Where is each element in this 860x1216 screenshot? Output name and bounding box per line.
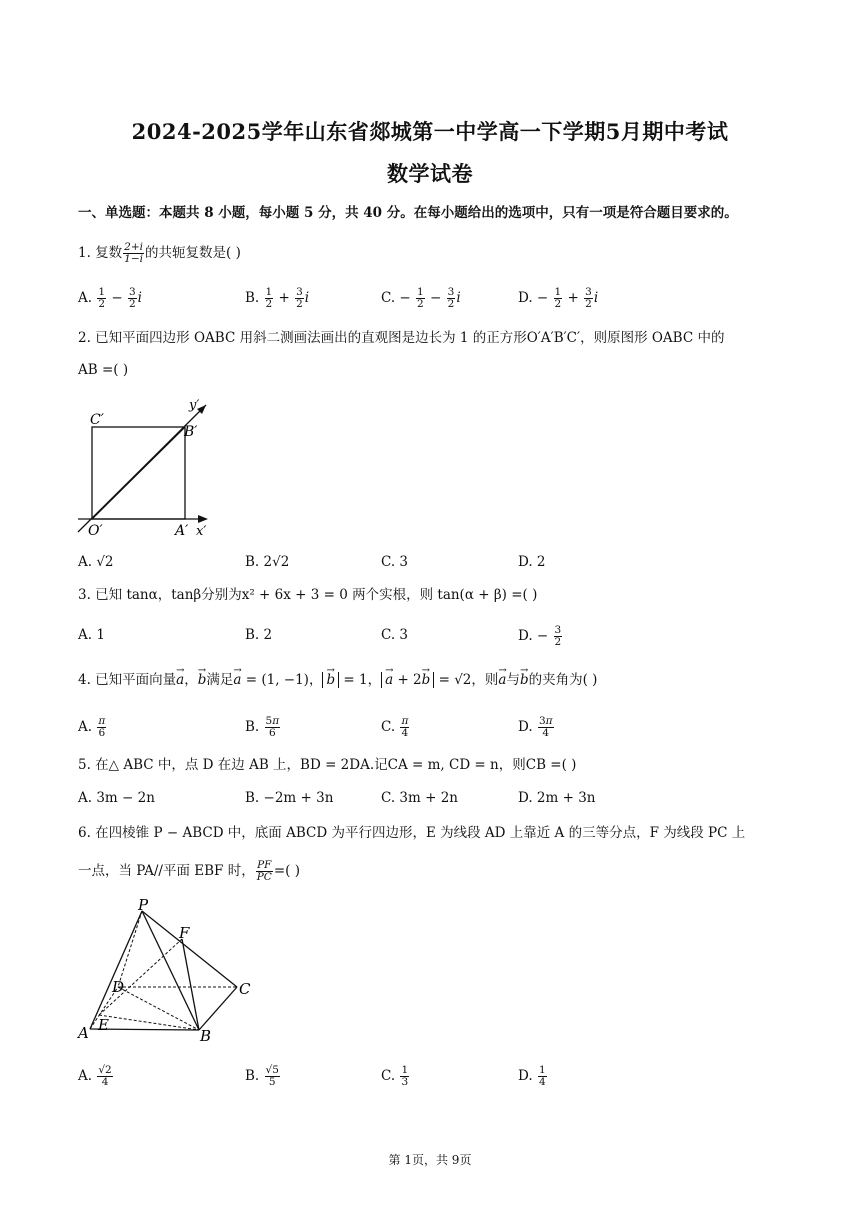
q4-option-c[interactable]: C. $\frac{\pi}{4}$ xyxy=(381,715,409,739)
question-6-line-1: 6. 在四棱锥 P − ABCD 中，底面 ABCD 为平行四边形，E 为线段 AD 上靠近 A 的三等分点，F 为线段 PC 上 xyxy=(78,825,746,841)
q5-option-c[interactable]: C. 3m + 2n xyxy=(381,790,458,806)
question-4: 4. 已知平面向量→ a，→ b满足→ a = (1, −1)，→ b = 1，→ a + 2→ b = √2，则→ a与→ b的夹角为( ) xyxy=(78,670,798,690)
q3-option-a[interactable]: A. 1 xyxy=(78,627,105,643)
page-title: 2024-2025学年山东省郯城第一中学高一下学期5月期中考试 xyxy=(131,119,729,144)
q3-option-c[interactable]: C. 3 xyxy=(381,627,409,643)
question-3: 3. 已知 tanα，tanβ分别为x² + 6x + 3 = 0 两个实根，则 tan(α + β) =( ) xyxy=(78,587,538,603)
q6-figure xyxy=(74,896,264,1048)
page-footer: 第 1页，共 9页 xyxy=(388,1153,472,1167)
q2-option-a[interactable]: A. √2 xyxy=(78,554,114,570)
q6-option-c[interactable]: C. $\frac{1}{3}$ xyxy=(381,1064,409,1088)
q5-option-d[interactable]: D. 2m + 3n xyxy=(518,790,596,806)
label-f: F xyxy=(179,924,190,942)
section-heading: 一、单选题：本题共 8 小题，每小题 5 分，共 40 分。在每小题给出的选项中，只有一项是符合题目要求的。 xyxy=(78,205,738,221)
q6-option-b[interactable]: B. $\frac{√5}{5}$ xyxy=(245,1064,279,1088)
label-b: B xyxy=(200,1027,212,1045)
q4-option-b[interactable]: B. $\frac{5\pi}{6}$ xyxy=(245,715,280,739)
label-c: C xyxy=(239,980,251,998)
label-c-prime: C′ xyxy=(90,412,104,428)
q1-option-c[interactable]: C. − $\frac{1}{2}$ − $\frac{3}{2}$ i xyxy=(381,286,461,310)
q6-option-a[interactable]: A. $\frac{√2}{4}$ xyxy=(78,1064,112,1088)
q1-option-d[interactable]: D. − $\frac{1}{2}$ + $\frac{3}{2}$ i xyxy=(518,286,599,310)
q2-option-b[interactable]: B. 2√2 xyxy=(245,554,290,570)
q2-option-c[interactable]: C. 3 xyxy=(381,554,409,570)
page-subtitle: 数学试卷 xyxy=(387,161,473,186)
q2-figure xyxy=(76,392,216,542)
question-2-line-1: 2. 已知平面四边形 OABC 用斜二测画法画出的直观图是边长为 1 的正方形O′A′B′C′，则原图形 OABC 中的 xyxy=(78,330,725,346)
q1-option-b[interactable]: B. $\frac{1}{2}$ + $\frac{3}{2}$ i xyxy=(245,286,310,310)
label-x-prime: x′ xyxy=(196,524,207,539)
question-5: 5. 在△ ABC 中，点 D 在边 AB 上，BD = 2DA.记CA = m, CD = n，则CB =( ) xyxy=(78,757,577,773)
q3-option-d[interactable]: D. − $\frac{3}{2}$ xyxy=(518,624,562,648)
label-o-prime: O′ xyxy=(88,523,103,539)
label-e: E xyxy=(98,1016,109,1034)
q4-option-a[interactable]: A. $\frac{\pi}{6}$ xyxy=(78,715,106,739)
q3-option-b[interactable]: B. 2 xyxy=(245,627,273,643)
q4-option-d[interactable]: D. $\frac{3\pi}{4}$ xyxy=(518,715,553,739)
label-a-prime: A′ xyxy=(175,523,189,539)
question-6-line-2: 一点，当 PA//平面 EBF 时， $\frac{PF}{PC}$ =( ) xyxy=(78,859,300,883)
q2-option-d[interactable]: D. 2 xyxy=(518,554,546,570)
label-a: A xyxy=(78,1024,89,1042)
label-b-prime: B′ xyxy=(184,424,198,440)
q5-option-b[interactable]: B. −2m + 3n xyxy=(245,790,334,806)
q1-option-a[interactable]: A. $\frac{1}{2}$ − $\frac{3}{2}$ i xyxy=(78,286,142,310)
label-d: D xyxy=(112,978,125,996)
question-2-line-2: AB =( ) xyxy=(78,362,129,378)
question-1: 1. 复数 $\frac{2+i}{1-i}$ 的共轭复数是( ) xyxy=(78,241,241,265)
q5-option-a[interactable]: A. 3m − 2n xyxy=(78,790,155,806)
label-y-prime: y′ xyxy=(189,398,200,413)
q6-option-d[interactable]: D. $\frac{1}{4}$ xyxy=(518,1064,546,1088)
label-p: P xyxy=(138,896,149,914)
